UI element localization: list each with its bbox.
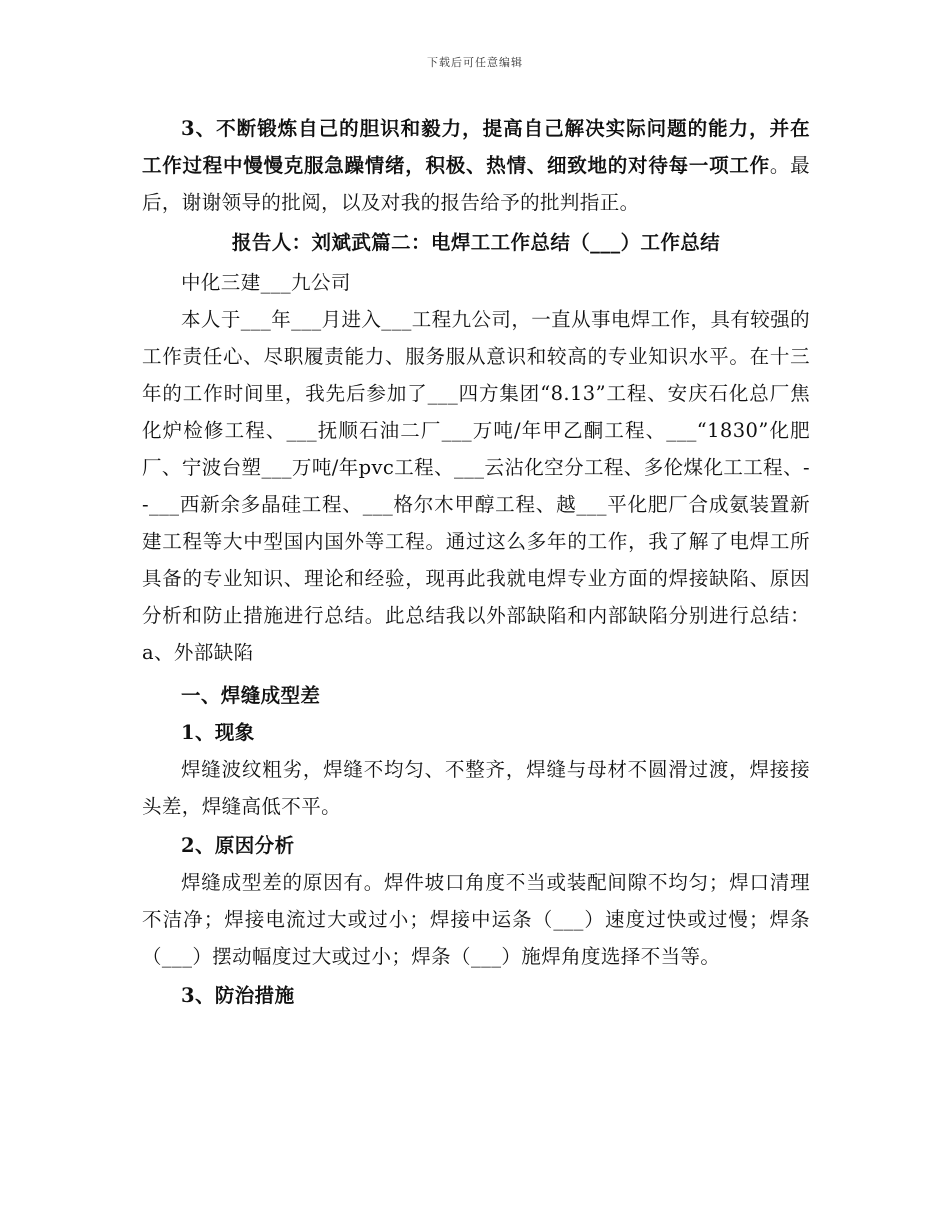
sub2-text: 焊缝成型差的原因有。焊件坡口角度不当或装配间隙不均匀；焊口清理不洁净；焊接电流过大或过小；焊接中运条（___）速度过快或过慢；焊条（___）摆动幅度过大或过小；焊条（___）施焊角度选择不当等。: [142, 871, 810, 968]
intro-normal-text: 。最后，谢谢领导的批阅，以及对我的报告给予的批判指正。: [142, 154, 810, 214]
sub2-heading: 2、原因分析: [181, 834, 295, 857]
company-line: 中化三建___九公司: [181, 271, 351, 294]
page-header-note: 下载后可任意编辑: [427, 56, 523, 69]
intro-paragraph: [142, 110, 810, 221]
intro-bold-text: 3、不断锻炼自己的胆识和毅力，提高自己解决实际问题的能力，并在工作过程中慢慢克服急躁情绪，积极、热情、细致地的对待每一项工作: [142, 117, 810, 177]
sub3-heading: 3、防治措施: [181, 984, 295, 1007]
body-paragraph: 本人于___年___月进入___工程九公司，一直从事电焊工作，具有较强的工作责任心、尽职履责能力、服务服从意识和较高的专业知识水平。在十三年的工作时间里，我先后参加了___四方集团“8.13”工程、安庆石化总厂焦化炉检修工程、___抚顺石油二厂___万吨/年甲乙酮工程、___“1830”化肥厂、宁波台塑___万吨/年pvc工程、___云沾化空分工程、多伦煤化工工程、--___西新余多晶硅工程、___格尔木甲醇工程、越___平化肥厂合成氨装置新建工程等大中型国内国外等工程。通过这么多年的工作，我了解了电焊工所具备的专业知识、理论和经验，现再此我就电焊专业方面的焊接缺陷、原因分析和防止措施进行总结。此总结我以外部缺陷和内部缺陷分别进行总结：a、外部缺陷: [142, 308, 810, 664]
document-body: [142, 110, 810, 1014]
section-title: 报告人：刘斌武篇二：电焊工工作总结（___）工作总结: [231, 231, 721, 254]
section1-heading: 一、焊缝成型差: [181, 684, 321, 707]
sub1-text: 焊缝波纹粗劣，焊缝不均匀、不整齐，焊缝与母材不圆滑过渡，焊接接头差，焊缝高低不平。: [142, 758, 810, 818]
sub1-heading: 1、现象: [181, 721, 255, 744]
